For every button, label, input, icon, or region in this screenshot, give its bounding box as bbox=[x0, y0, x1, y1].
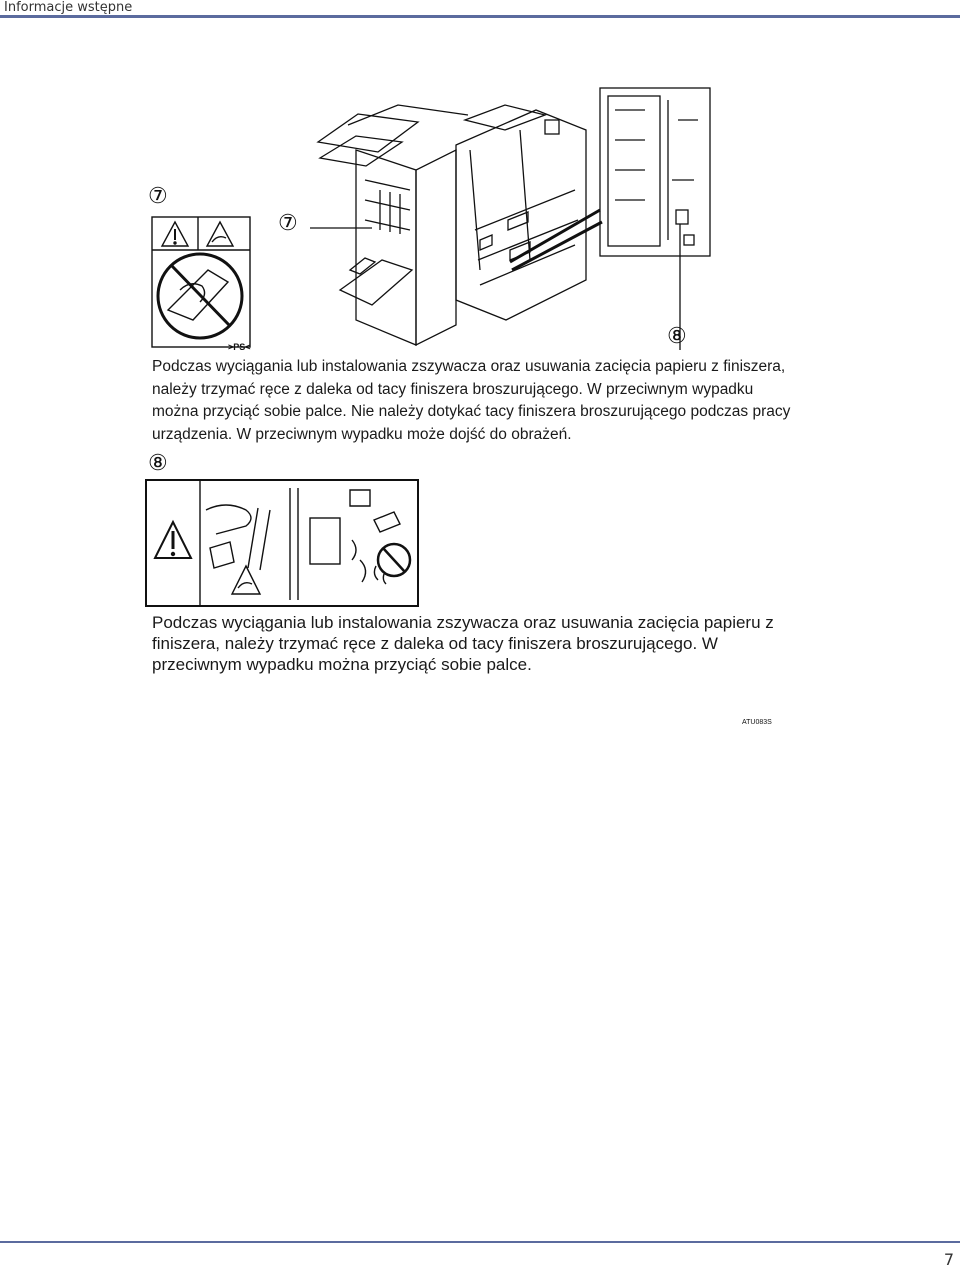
callout-7-right: ⑦ bbox=[278, 210, 298, 235]
finisher-machine-drawing bbox=[310, 88, 710, 350]
callout-8-right: ⑧ bbox=[667, 323, 687, 348]
page-number: 7 bbox=[943, 1250, 954, 1269]
warning-label-8-image bbox=[146, 480, 418, 606]
callout-7-left: ⑦ bbox=[148, 183, 168, 208]
warning-label-7-image bbox=[152, 217, 250, 347]
ps-material-label: >PS< bbox=[228, 342, 251, 352]
warning-label-7-text: Podczas wyciągania lub instalowania zszywacza oraz usuwania zacięcia papieru z finiszera, należy trzymać ręce z daleka od tacy finiszera broszurującego. W przeciwnym wypadku można przyciąć sobie palce. Nie należy dotykać tacy finiszera broszurującego podczas pracy urządzenia. W przeciwnym wypadku może dojść do obrażeń. bbox=[152, 358, 791, 443]
callout-8-left: ⑧ bbox=[148, 450, 168, 475]
page-header-title: Informacje wstępne bbox=[4, 0, 133, 15]
warning-label-8-text: Podczas wyciągania lub instalowania zszywacza oraz usuwania zacięcia papieru z finiszera, należy trzymać ręce z daleka od tacy finiszera broszurującego. W przeciwnym wypadku można przyciąć sobie palce. bbox=[152, 613, 774, 674]
footer-divider bbox=[0, 1241, 960, 1243]
figure-code: ATU083S bbox=[742, 719, 772, 726]
